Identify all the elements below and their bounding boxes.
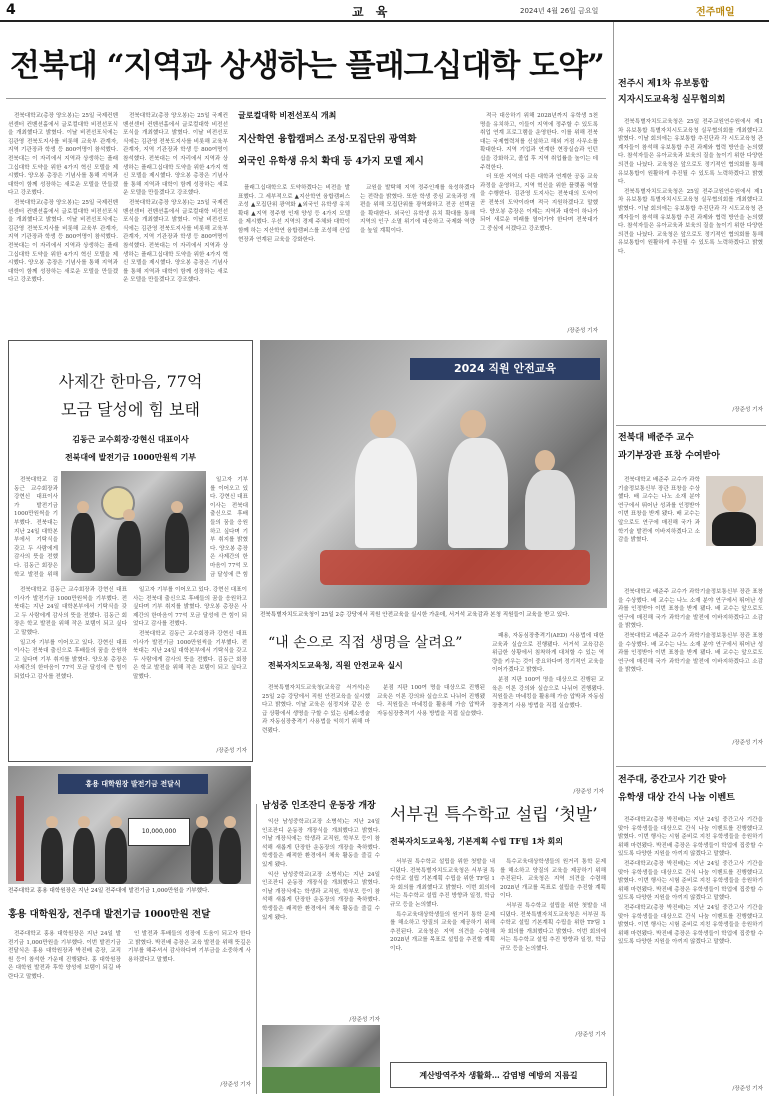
- box1-photo: [61, 471, 206, 581]
- right2-body: 전북대학교 배준주 교수가 과학기술정보통신부 장관 표창을 수상했다. 배 교수는 나노 소재 분야 연구에서 뛰어난 성과를 인정받아 이번 표창을 받게 됐다. 배 교수는 앞으로도 연구에 매진해 국가 과학기술 발전에 이바지하겠다고 소감을 밝혔다. 전북대학교 배준주 교수가 과학기술정보통신부 장관 표창을 수상했다. 배 교수는 나노 소재 분야 연구에서 뛰어난 성과를 인정받아 이번 표창을 받게 됐다. 배 교수는 앞으로도 연구에 매진해 국가 과학기술 발전에 이바지하겠다고 소감을 밝혔다.: [618, 589, 763, 674]
- ceremony-byline: /장준성 기자: [220, 1082, 251, 1088]
- right2-title-2: 과기부장관 표창 수여받아: [618, 451, 720, 461]
- box1-text-col1: 전북대학교 김동근 교수회장과 강현신 대표이사가 발전기금 1000만원씩을 기부했다. 전북대는 지난 24일 대학본부에서 기탁식을 갖고 두 사람에게 감사의 뜻을 전했다. 김동근 회장은 학교 발전을 위해 작은 보탬이 되고 싶다고 말했다. 일고자 기부를 이어오고 있다. 강현신 대표이사는 전북대 출신으로 후배들의 꿈을 응원하고 싶다며 기부 취지를 밝혔다. 양오봉 총장은 사제간의 한마음이 77억 모금 달성에 큰 힘이 되었다고 감사를 전했다.: [14, 587, 127, 680]
- donation-ceremony-photo: [8, 766, 251, 884]
- cpr-mannequins: [320, 550, 590, 585]
- safety-col3: 패용, 자동심장충격기(AED) 사용법에 대한 교육과 실습으로 진행됐다. 서거석 교육감은 위급한 상황에서 침착하게 대처할 수 있는 역량을 키우는 것이 중요하다며 정기적인 교육을 이어가겠다고 밝혔다. 분점 지판 100여 명을 대상으로 진행된 교육은 이론 강의와 실습으로 나뉘어 진행됐다. 직원들은 마네킹을 활용해 가슴 압박과 자동심장충격기 사용 방법을 직접 실습했다.: [492, 633, 604, 709]
- box1-title-2: 모금 달성에 힘 보태: [61, 400, 200, 419]
- ceremony-caption: 전주대학교 홍용 대학원장은 지난 24일 전주대에 발전기금 1,000만원을 기부했다.: [8, 888, 210, 894]
- school-subheadline: 전북자치도교육청, 기본계획 수립 TF팀 1차 회의: [390, 836, 564, 846]
- safety-subheadline: 전북자치도교육청, 직원 안전교육 실시: [268, 660, 403, 670]
- divider: [616, 425, 766, 426]
- box1-text-right: 일고자 기부를 이어오고 있다. 강현신 대표이사는 전북대 출신으로 후배들의 꿈을 응원하고 싶다며 기부 취지를 밝혔다. 양오봉 총장은 사제간의 한마음이 77억 모금 달성에 큰 힘: [210, 477, 248, 578]
- right3-byline: /장준성 기자: [732, 1086, 763, 1092]
- right3-body: 전주대학교(총장 박진배)는 지난 24일 중간고사 기간을 맞아 유학생들을 대상으로 간식 나눔 이벤트를 진행했다고 밝혔다. 이번 행사는 시험 준비로 지친 유학생들을 응원하기 위해 마련됐다. 박진배 총장은 유학생들이 학업에 집중할 수 있도록 다양한 지원을 아끼지 않겠다고 말했다. 전주대학교(총장 박진배)는 지난 24일 중간고사 기간을 맞아 유학생들을 대상으로 간식 나눔 이벤트를 진행했다고 밝혔다. 이번 행사는 시험 준비로 지친 유학생들을 응원하기 위해 마련됐다. 박진배 총장은 유학생들이 학업에 집중할 수 있도록 다양한 지원을 아끼지 않겠다고 말했다. 전주대학교(총장 박진배)는 지난 24일 중간고사 기간을 맞아 유학생들을 대상으로 간식 나눔 이벤트를 진행했다고 밝혔다. 이번 행사는 시험 준비로 지친 유학생들을 응원하기 위해 마련됐다. 박진배 총장은 유학생들이 학업에 집중할 수 있도록 다양한 지원을 아끼지 않겠다고 말했다.: [618, 817, 763, 946]
- school-headline: 서부권 특수학교 설립 ‘첫발’: [390, 805, 598, 825]
- photo-banner: 2024 직원 안전교육: [410, 358, 600, 380]
- main-byline: /장준성 기자: [567, 328, 598, 334]
- box1-sub-2: 전북대에 발전기금 1000만원씩 기부: [64, 452, 197, 462]
- right2-title-1: 전북대 배준주 교수: [618, 433, 694, 443]
- ceremony-banner: 홍용 대학원장 발전기금 전달식: [58, 774, 208, 794]
- section-title: 교 육: [352, 5, 392, 19]
- field-byline: /장준성 기자: [349, 1017, 380, 1023]
- right2-body-top: 전북대학교 배준주 교수가 과학기술정보통신부 장관 표창을 수상했다. 배 교수는 나노 소재 분야 연구에서 뛰어난 성과를 인정받아 이번 표창을 받게 됐다. 배 교수는 앞으로도 연구에 매진해 국가 과학기술 발전에 이바지하겠다고 소감을 밝혔다.: [618, 477, 700, 544]
- box1-text-col2: 일고자 기부를 이어오고 있다. 강현신 대표이사는 전북대 출신으로 후배들의 꿈을 응원하고 싶다며 기부 취지를 밝혔다. 양오봉 총장은 사제간의 한마음이 77억 모금 달성에 큰 힘이 되었다고 감사를 전했다. 전북대학교 김동근 교수회장과 강현신 대표이사가 발전기금 1000만원씩을 기부했다. 전북대는 지난 24일 대학본부에서 기탁식을 갖고 두 사람에게 감사의 뜻을 전했다. 김동근 회장은 학교 발전을 위해 작은 보탬이 되고 싶다고 말했다.: [133, 587, 247, 680]
- main-kicker: 글로컬대학 비전선포식 개최: [238, 110, 337, 120]
- ceremony-headline: 홍용 대학원장, 전주대 발전기금 1000만원 전달: [8, 909, 211, 920]
- safety-col2: 분점 지판 100여 명을 대상으로 진행된 교육은 이론 강의와 실습으로 나뉘어 진행됐다. 직원들은 마네킹을 활용해 가슴 압박과 자동심장충격기 사용 방법을 직접 실습했다.: [377, 685, 485, 717]
- cpr-training-photo: [260, 340, 607, 608]
- right1-title-1: 전주시 제1차 유보통합: [618, 79, 709, 89]
- header-rule: [0, 20, 769, 22]
- field-photo: [262, 1025, 380, 1093]
- main-body-col5: 적극 대응하기 위해 2028년까지 유학생 5천명을 유치하고, 이들이 지역에 정주할 수 있도록 취업 연계 프로그램을 운영한다. 이를 위해 전북대는 국제협력처를 신설하고 해외 거점 사무소를 확대한다. 지역 기업과 연계한 현장실습과 인턴십을 강화하고, 졸업 후 지역 취업률을 높이는 데 주력한다. 더 또한 지역의 다른 대학과 연계한 공동 교육과정을 운영하고, 지역 혁신을 위한 플랫폼 역할을 수행한다. 김관영 도지사는 전북대의 도약이 곧 전북의 도약이라며 적극 지원하겠다고 말했다. 양오봉 총장은 이제는 지역과 대학이 하나가 되어 새로운 미래를 열어가야 한다며 전북대가 그 중심에 서겠다고 강조했다.: [480, 113, 598, 232]
- donation-cheque: 10,000,000: [128, 818, 190, 846]
- photo-caption: 전북특별자치도교육청이 25일 2층 강당에서 직원 안전교육을 실시한 가운데, 서거석 교육감과 본청 직원들이 교육을 받고 있다.: [260, 612, 570, 618]
- main-body-col3: 플래그십대학으로 도약하겠다는 비전을 발표했다. 그 세부적으로 ▲지산학연 융합캠퍼스 조성 ▲모집단위 광역화 ▲외국인 유학생 유치 확대 ▲지역 정주형 인재 양성 등 4가지 모델을 제시했다. 우선 지역의 경제 주체와 대학이 함께 하는 지산학연 융합캠퍼스를 조성해 산업 현장과 연계된 교육을 강화한다.: [238, 185, 350, 243]
- right2-byline: /장준성 기자: [732, 740, 763, 746]
- box1-title-1: 사제간 한마음, 77억: [58, 372, 203, 391]
- right1-body: 전북특별자치도교육청은 25일 전주교원연수원에서 제1차 유보통합 특별자치시도교육청 실무협의회를 개최했다고 밝혔다. 이날 회의에는 유보통합 추진단과 각 시도교육청 관계자들이 참석해 유보통합 추진 과제와 협력 방안을 논의했다. 참석자들은 유아교육과 보육의 질을 높이기 위한 다양한 의견을 나눴다. 교육청은 앞으로도 정기적인 협의회를 통해 유보통합이 원활하게 추진될 수 있도록 노력하겠다고 밝혔다. 전북특별자치도교육청은 25일 전주교원연수원에서 제1차 유보통합 특별자치시도교육청 실무협의회를 개최했다고 밝혔다. 이날 회의에는 유보통합 추진단과 각 시도교육청 관계자들이 참석해 유보통합 추진 과제와 협력 방안을 논의했다. 참석자들은 유아교육과 보육의 질을 높이기 위한 다양한 의견을 나눴다. 교육청은 앞으로도 정기적인 협의회를 통해 유보통합이 원활하게 추진될 수 있도록 노력하겠다고 밝혔다.: [618, 119, 763, 255]
- right3-title-2: 유학생 대상 간식 나눔 이벤트: [618, 793, 735, 803]
- column-divider: [256, 804, 257, 1094]
- right3-title-1: 전주대, 중간고사 기간 맞아: [618, 775, 727, 785]
- main-body-col4: 교원을 발탁해 지역 정주인재를 육성하겠다는 전략을 밝혔다. 또한 학생 중심 교육과정 개편을 위해 모집단위를 광역화하고 전공 선택권을 확대한다. 외국인 유학생 유치 확대를 통해 지역의 인구 소멸 위기에 대응하고 국제화 역량을 높일 계획이다.: [360, 185, 475, 234]
- public-ad-banner: 계산방역주차 생활화… 감염병 예방의 지름길: [390, 1062, 607, 1088]
- box1-text-left: 전북대학교 김동근 교수회장과 강현신 대표이사가 발전기금 1000만원씩을 기부했다. 전북대는 지난 24일 대학본부에서 기탁식을 갖고 두 사람에게 감사의 뜻을 전했다. 김동근 회장은 학교 발전을 위해: [14, 477, 58, 578]
- artificial-turf: [262, 1067, 380, 1093]
- right1-byline: /장준성 기자: [732, 407, 763, 413]
- school-col2: 특수교육대상학생들의 원거리 통학 문제를 해소하고 양질의 교육을 제공하기 위해 추진된다. 교육청은 지역 의견을 수렴해 2028년 개교를 목표로 설립을 추진할 계획이다. 서부권 특수학교 설립을 위한 첫발을 내디뎠다. 전북특별자치도교육청은 서부권 특수학교 설립 기본계획 수립을 위한 TF팀 1차 회의를 개최했다고 밝혔다. 이번 회의에서는 특수학교 설립 추진 방향과 일정, 학급 규모 등을 논의했다.: [500, 859, 606, 952]
- divider: [6, 98, 606, 99]
- school-byline: /장준성 기자: [575, 1032, 606, 1038]
- field-body: 익산 남성중학교(교장 소병석)는 지난 24일 인조잔디 운동장 개장식을 개최했다고 밝혔다. 이날 개장식에는 학생과 교직원, 학부모 등이 참석해 새롭게 단장한 운동장의 개장을 축하했다. 학생들은 쾌적한 환경에서 체육 활동을 즐길 수 있게 됐다. 익산 남성중학교(교장 소병석)는 지난 24일 인조잔디 운동장 개장식을 개최했다고 밝혔다. 이날 개장식에는 학생과 교직원, 학부모 등이 참석해 새롭게 단장한 운동장의 개장을 축하했다. 학생들은 쾌적한 환경에서 체육 활동을 즐길 수 있게 됐다.: [262, 819, 380, 921]
- right1-title-2: 지자시도교육청 실무협의회: [618, 95, 726, 105]
- divider: [616, 766, 766, 767]
- safety-col1: 전북특별자치도교육청(교육감 서거석)은 25일 2층 강당에서 직원 안전교육을 실시했다고 밝혔다. 이날 교육은 심정지와 같은 응급 상황에서 생명을 구할 수 있는 심폐소생술과 자동심장충격기 사용법을 익히기 위해 마련됐다.: [262, 685, 370, 734]
- main-subheadline-2: 외국인 유학생 유치 확대 등 4가지 모델 제시: [238, 156, 424, 167]
- issue-date: 2024년 4월 26일 금요일: [520, 7, 599, 15]
- main-body-col2: 전북대학교(총장 양오봉)는 25일 국제컨벤션센터 컨벤션홀에서 글로컬대학 비전선포식을 개최했다고 밝혔다. 이날 비전선포식에는 김관영 전북도지사를 비롯해 교육부 관계자, 지역 기관장과 학생 등 800여명이 참석했다. 전북대는 이 자리에서 지역과 상생하는 플래그십대학 도약을 위한 4가지 혁신 모델을 제시했다. 양오봉 총장은 기념사를 통해 지역과 대학이 함께 성장하는 새로운 모델을 만들겠다고 강조했다. 전북대학교(총장 양오봉)는 25일 국제컨벤션센터 컨벤션홀에서 글로컬대학 비전선포식을 개최했다고 밝혔다. 이날 비전선포식에는 김관영 전북도지사를 비롯해 교육부 관계자, 지역 기관장과 학생 등 800여명이 참석했다. 전북대는 이 자리에서 지역과 상생하는 플래그십대학 도약을 위한 4가지 혁신 모델을 제시했다. 양오봉 총장은 기념사를 통해 지역과 대학이 함께 성장하는 새로운 모델을 만들겠다고 강조했다.: [123, 113, 228, 284]
- main-body-col1: 전북대학교(총장 양오봉)는 25일 국제컨벤션센터 컨벤션홀에서 글로컬대학 비전선포식을 개최했다고 밝혔다. 이날 비전선포식에는 김관영 전북도지사를 비롯해 교육부 관계자, 지역 기관장과 학생 등 800여명이 참석했다. 전북대는 이 자리에서 지역과 상생하는 플래그십대학 도약을 위한 4가지 혁신 모델을 제시했다. 양오봉 총장은 기념사를 통해 지역과 대학이 함께 성장하는 새로운 모델을 만들겠다고 강조했다. 전북대학교(총장 양오봉)는 25일 국제컨벤션센터 컨벤션홀에서 글로컬대학 비전선포식을 개최했다고 밝혔다. 이날 비전선포식에는 김관영 전북도지사를 비롯해 교육부 관계자, 지역 기관장과 학생 등 800여명이 참석했다. 전북대는 이 자리에서 지역과 상생하는 플래그십대학 도약을 위한 4가지 혁신 모델을 제시했다. 양오봉 총장은 기념사를 통해 지역과 대학이 함께 성장하는 새로운 모델을 만들겠다고 강조했다.: [8, 113, 118, 284]
- box1-sub-1: 김동근 교수회장·강현신 대표이사: [72, 434, 189, 444]
- newspaper-name: 전주매일: [696, 7, 735, 18]
- page-number: 4: [6, 2, 16, 18]
- box1-byline: /장준성 기자: [216, 748, 247, 754]
- safety-headline: “내 손으로 직접 생명을 살려요”: [268, 635, 463, 651]
- school-col1: 서부권 특수학교 설립을 위한 첫발을 내디뎠다. 전북특별자치도교육청은 서부권 특수학교 설립 기본계획 수립을 위한 TF팀 1차 회의를 개최했다고 밝혔다. 이번 회의에서는 특수학교 설립 추진 방향과 일정, 학급 규모 등을 논의했다. 특수교육대상학생들의 원거리 통학 문제를 해소하고 양질의 교육을 제공하기 위해 추진된다. 교육청은 지역 의견을 수렴해 2028년 개교를 목표로 설립을 추진할 계획이다.: [390, 859, 495, 952]
- flag: [16, 796, 24, 881]
- safety-byline: /장준성 기자: [573, 789, 604, 795]
- right-column-divider: [613, 22, 614, 1096]
- main-headline: 전북대 “지역과 상생하는 플래그십대학 도약”: [10, 48, 604, 84]
- donation-box: [8, 340, 253, 762]
- ceremony-col2: 인 발전과 후배들의 성장에 도움이 되고자 한다고 밝혔다. 박진배 총장은 교육 발전을 위해 뜻깊은 기부를 해주셔서 감사하다며 기부금을 소중하게 사용하겠다고 말했다.: [128, 931, 251, 963]
- field-headline: 남성중 인조잔디 운동장 개장: [262, 801, 376, 811]
- ceremony-col1: 전주대학교 홍용 대학원장은 지난 24일 발전기금 1,000만원을 기부했다. 이번 발전기금 전달식은 홍용 대학원장과 박진배 총장, 교직원 등이 참석한 가운데 진행됐다. 홍 대학원장은 대학원 발전과 후학 양성에 보탬이 되길 바란다고 말했다.: [8, 931, 121, 980]
- professor-portrait: [706, 476, 763, 546]
- main-subheadline-1: 지산학연 융합캠퍼스 조성·모집단위 광역화: [238, 134, 417, 145]
